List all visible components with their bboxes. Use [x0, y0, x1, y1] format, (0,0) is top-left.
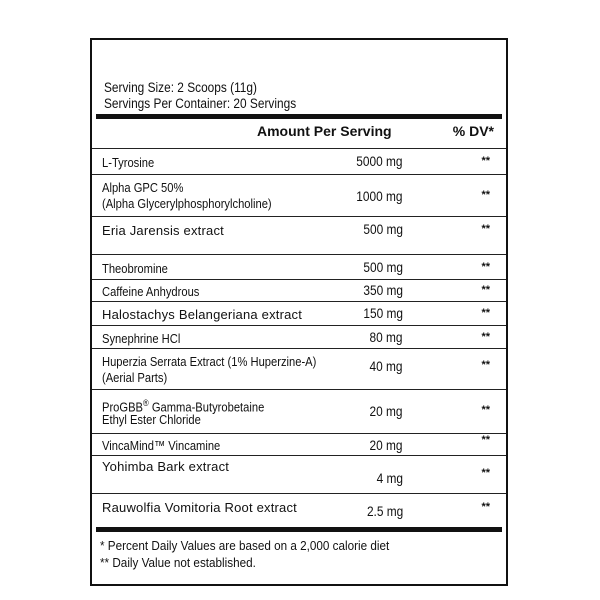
- ingredient-name: Theobromine: [102, 261, 168, 276]
- footnote-not-established: ** Daily Value not established.: [100, 555, 256, 570]
- ingredient-amount: 4 mg: [376, 471, 403, 486]
- ingredient-amount: 350 mg: [363, 283, 403, 298]
- ingredient-amount: 500 mg: [363, 260, 403, 275]
- ingredient-dv: **: [481, 359, 490, 371]
- supplement-facts-panel: [90, 38, 508, 586]
- ingredient-dv: **: [481, 501, 490, 513]
- table-row: [92, 455, 506, 494]
- ingredient-dv: **: [481, 155, 490, 167]
- ingredient-dv: **: [481, 404, 490, 416]
- serving-size: Serving Size: 2 Scoops (11g): [104, 80, 257, 95]
- ingredient-name-sub: (Alpha Glycerylphosphorylcholine): [102, 196, 272, 211]
- ingredient-dv: **: [481, 223, 490, 235]
- ingredient-amount: 80 mg: [369, 330, 403, 345]
- table-row: [92, 348, 506, 390]
- daily-value-header: % DV*: [452, 123, 494, 139]
- ingredient-name: Huperzia Serrata Extract (1% Huperzine-A): [102, 354, 317, 369]
- table-row: [92, 493, 506, 528]
- ingredient-name: Halostachys Belangeriana extract: [102, 307, 303, 322]
- ingredient-amount: 150 mg: [363, 306, 403, 321]
- ingredient-amount: 20 mg: [369, 438, 403, 453]
- table-row: [92, 148, 506, 175]
- ingredient-name: Yohimba Bark extract: [102, 459, 230, 474]
- ingredient-name: L-Tyrosine: [102, 155, 155, 170]
- ingredient-dv: **: [481, 467, 490, 479]
- ingredient-name: Eria Jarensis extract: [102, 223, 224, 238]
- table-header: [92, 120, 506, 142]
- ingredient-dv: **: [481, 434, 490, 446]
- ingredient-name: VincaMind™ Vincamine: [102, 438, 221, 453]
- ingredient-amount: 40 mg: [369, 359, 403, 374]
- ingredient-amount: 2.5 mg: [366, 504, 403, 519]
- divider-thick-bottom: [96, 527, 502, 532]
- ingredient-name: Rauwolfia Vomitoria Root extract: [102, 500, 297, 515]
- ingredient-dv: **: [481, 331, 490, 343]
- amount-per-serving-header: Amount Per Serving: [257, 123, 392, 139]
- table-row: [92, 216, 506, 255]
- progbb-brand: ProGBB: [102, 399, 144, 415]
- ingredient-dv: **: [481, 189, 490, 201]
- ingredient-dv: **: [481, 261, 490, 273]
- table-row: [92, 325, 506, 349]
- ingredient-amount: 500 mg: [363, 222, 403, 237]
- ingredient-amount: 5000 mg: [356, 154, 403, 169]
- footnote-daily-values: * Percent Daily Values are based on a 2,000 calorie diet: [100, 538, 390, 553]
- ingredient-name-sub: (Aerial Parts): [102, 370, 168, 385]
- table-row: [92, 254, 506, 280]
- divider-thick-top: [96, 114, 502, 119]
- table-row: [92, 174, 506, 217]
- ingredient-amount: 20 mg: [369, 404, 403, 419]
- progbb-name: Gamma-Butyrobetaine: [148, 399, 265, 415]
- table-row: [92, 433, 506, 456]
- table-row: [92, 279, 506, 302]
- ingredient-name: Alpha GPC 50%: [102, 180, 184, 195]
- servings-per-container: Servings Per Container: 20 Servings: [104, 96, 297, 111]
- table-row: [92, 389, 506, 434]
- ingredient-amount: 1000 mg: [356, 189, 403, 204]
- registered-mark: ®: [143, 398, 149, 408]
- ingredient-dv: **: [481, 307, 490, 319]
- ingredient-name-sub: Ethyl Ester Chloride: [102, 412, 201, 427]
- ingredient-name: Synephrine HCl: [102, 331, 181, 346]
- table-row: [92, 301, 506, 326]
- ingredient-name: Caffeine Anhydrous: [102, 284, 200, 299]
- ingredient-dv: **: [481, 284, 490, 296]
